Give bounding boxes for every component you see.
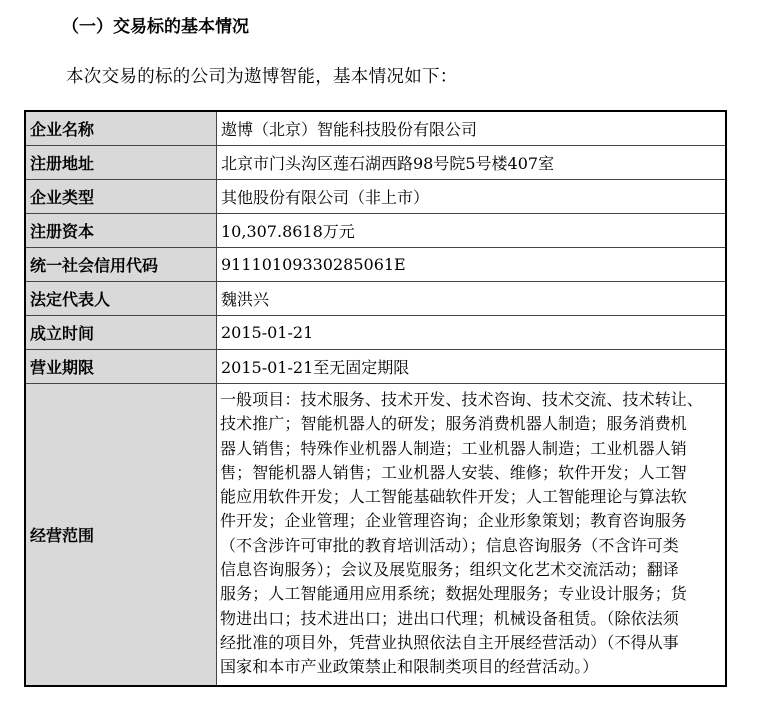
table-row-scope bbox=[25, 384, 726, 686]
scope-line: 经批准的项目外，凭营业执照依法自主开展经营活动）（不得从事 bbox=[220, 632, 679, 652]
section-heading: （一）交易标的基本情况 bbox=[62, 17, 249, 37]
scope-line: 国家和本市产业政策禁止和限制类项目的经营活动。） bbox=[220, 657, 599, 677]
field-label: 法定代表人 bbox=[25, 282, 217, 316]
table-row bbox=[25, 146, 726, 180]
scope-line: 器人销售；特殊作业机器人制造；工业机器人制造；工业机器人销 bbox=[220, 438, 687, 458]
field-label: 成立时间 bbox=[25, 316, 217, 350]
field-label: 企业名称 bbox=[25, 111, 217, 146]
scope-line: 服务；人工智能通用应用系统；数据处理服务；专业设计服务；货 bbox=[220, 584, 687, 604]
company-info-table bbox=[24, 110, 727, 687]
table-row bbox=[25, 180, 726, 214]
field-value: 2015-01-21 bbox=[217, 316, 727, 350]
field-value: 91110109330285061E bbox=[217, 248, 727, 282]
field-label: 统一社会信用代码 bbox=[25, 248, 217, 282]
table-row bbox=[25, 214, 726, 248]
field-value: 2015-01-21至无固定期限 bbox=[217, 350, 727, 384]
table-row bbox=[25, 316, 726, 350]
table-row bbox=[25, 111, 726, 146]
field-value: 北京市门头沟区莲石湖西路98号院5号楼407室 bbox=[217, 146, 727, 180]
field-value: 遨博（北京）智能科技股份有限公司 bbox=[217, 111, 727, 146]
scope-line: 能应用软件开发；人工智能基础软件开发；人工智能理论与算法软 bbox=[220, 487, 687, 507]
table-row bbox=[25, 282, 726, 316]
field-label: 经营范围 bbox=[25, 384, 217, 686]
scope-line: 件开发；企业管理；企业管理咨询；企业形象策划；教育咨询服务 bbox=[220, 511, 687, 531]
scope-line: 技术推广；智能机器人的研发；服务消费机器人制造；服务消费机 bbox=[220, 414, 687, 434]
scope-line: （不含涉许可审批的教育培训活动）；信息咨询服务（不含许可类 bbox=[220, 535, 679, 555]
scope-line: 物进出口；技术进出口；进出口代理；机械设备租赁。（除依法须 bbox=[220, 608, 679, 628]
field-label: 营业期限 bbox=[25, 350, 217, 384]
scope-line: 信息咨询服务）；会议及展览服务；组织文化艺术交流活动；翻译 bbox=[220, 560, 679, 580]
table-row bbox=[25, 350, 726, 384]
scope-line: 售；智能机器人销售；工业机器人安装、维修；软件开发；人工智 bbox=[220, 462, 687, 482]
field-value: 10,307.8618万元 bbox=[217, 214, 727, 248]
scope-line: 一般项目：技术服务、技术开发、技术咨询、技术交流、技术转让、 bbox=[220, 390, 704, 409]
field-label: 企业类型 bbox=[25, 180, 217, 214]
field-value: 魏洪兴 bbox=[217, 282, 727, 316]
field-value: 其他股份有限公司（非上市） bbox=[217, 180, 727, 214]
table-row bbox=[25, 248, 726, 282]
field-label: 注册地址 bbox=[25, 146, 217, 180]
field-label: 注册资本 bbox=[25, 214, 217, 248]
business-scope-value bbox=[217, 384, 727, 686]
intro-paragraph: 本次交易的标的公司为遨博智能，基本情况如下： bbox=[66, 67, 458, 87]
